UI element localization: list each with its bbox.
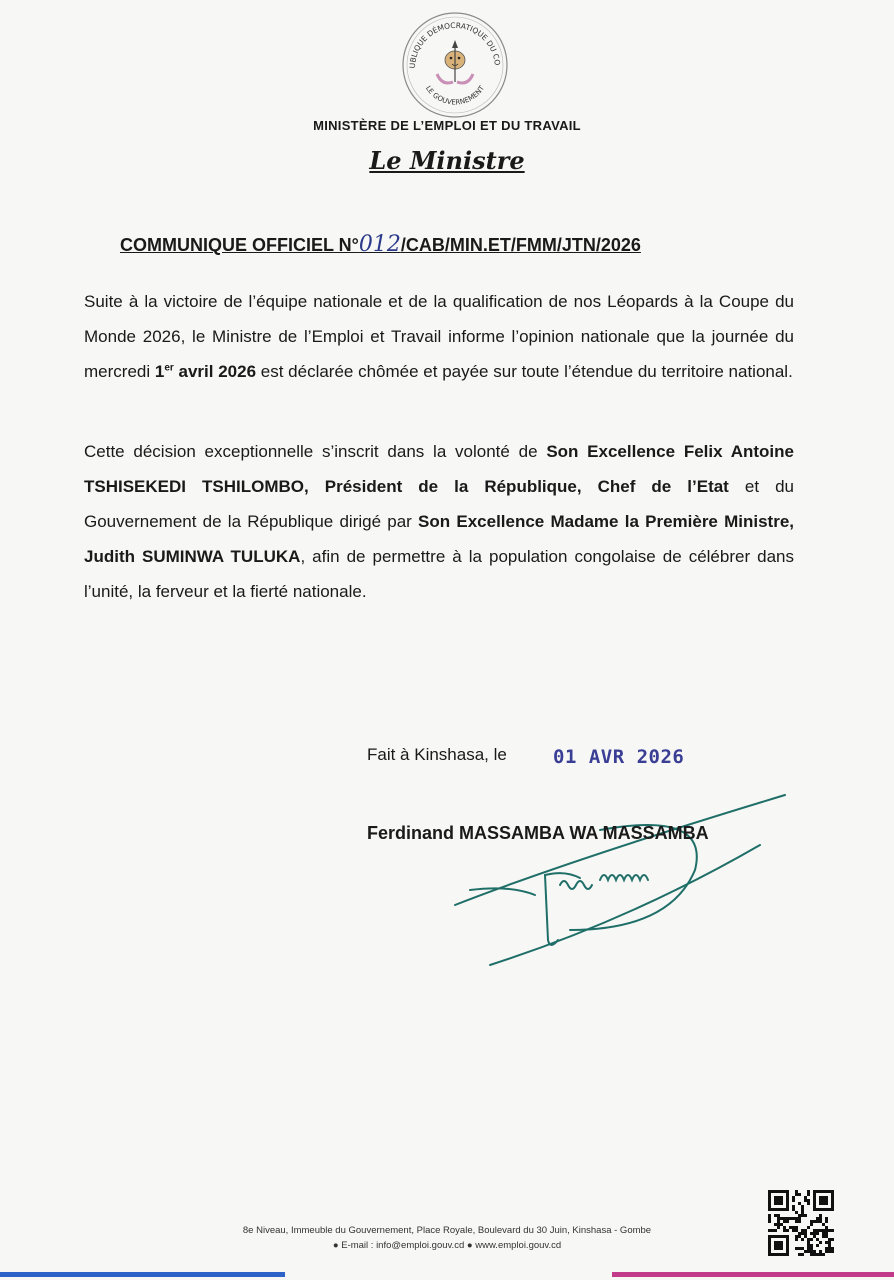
footer-address: 8e Niveau, Immeuble du Gouvernement, Place Royale, Boulevard du 30 Juin, Kinshasa - Gombe	[242, 1225, 652, 1236]
footer-contact: ● E-mail : info@emploi.gouv.cd ● www.emploi.gouv.cd	[332, 1240, 562, 1251]
date-stamp: 01 AVR 2026	[553, 746, 685, 768]
p2-text-a: Cette décision exceptionnelle s’inscrit dans la volonté de	[84, 442, 547, 461]
signatory-name: Ferdinand MASSAMBA WA MASSAMBA	[367, 823, 709, 843]
paragraph-announcement	[84, 284, 794, 389]
p1-text-end: est déclarée chômée et payée sur toute l’étendue du territoire national.	[256, 362, 793, 381]
government-seal	[397, 10, 513, 120]
ministry-name: MINISTÈRE DE L’EMPLOI ET DU TRAVAIL	[313, 118, 581, 133]
footer-band-blue	[0, 1272, 285, 1277]
p2-text-c: et du Gouvernement de la République dirigé par	[84, 477, 794, 531]
communique-title	[120, 232, 780, 257]
holiday-month-year: avril 2026	[173, 362, 257, 381]
title-prefix: COMMUNIQUE OFFICIEL N°	[120, 235, 359, 255]
prime-minister-name: Son Excellence Madame la Première Ministre, Judith SUMINWA TULUKA	[84, 512, 795, 566]
p2-text-e: , afin de permettre à la population congolaise de célébrer dans l’unité, la ferveur et la fierté nationale.	[84, 547, 794, 601]
holiday-date	[155, 362, 256, 381]
seal-emblem	[397, 10, 513, 120]
place-label: Fait à Kinshasa, le	[367, 745, 507, 764]
title-suffix: /CAB/MIN.ET/FMM/JTN/2026	[400, 235, 641, 255]
seal-text-bottom: LE GOUVERNEMENT	[423, 84, 487, 107]
president-name: Son Excellence Felix Antoine TSHISEKEDI TSHILOMBO, Président de la République, Chef de l’Etat	[84, 442, 794, 496]
seal-text-top: UBLIQUE DÉMOCRATIQUE DU CO	[407, 20, 502, 69]
footer-band-pink	[612, 1272, 894, 1277]
paragraph-decision	[84, 434, 794, 609]
handwritten-signature	[450, 790, 790, 990]
communique-number: 012	[358, 232, 401, 257]
holiday-day: 1	[154, 362, 165, 381]
qr-code-icon	[768, 1190, 834, 1256]
p1-text-start: Suite à la victoire de l’équipe nationale et de la qualification de nos Léopards à la Coupe du Monde 2026, le Ministre de l’Emploi et Travail informe l’opinion nationale que la journée du mercredi	[84, 292, 794, 381]
holiday-day-suffix: er	[164, 362, 174, 374]
minister-heading: Le Ministre	[369, 146, 525, 175]
